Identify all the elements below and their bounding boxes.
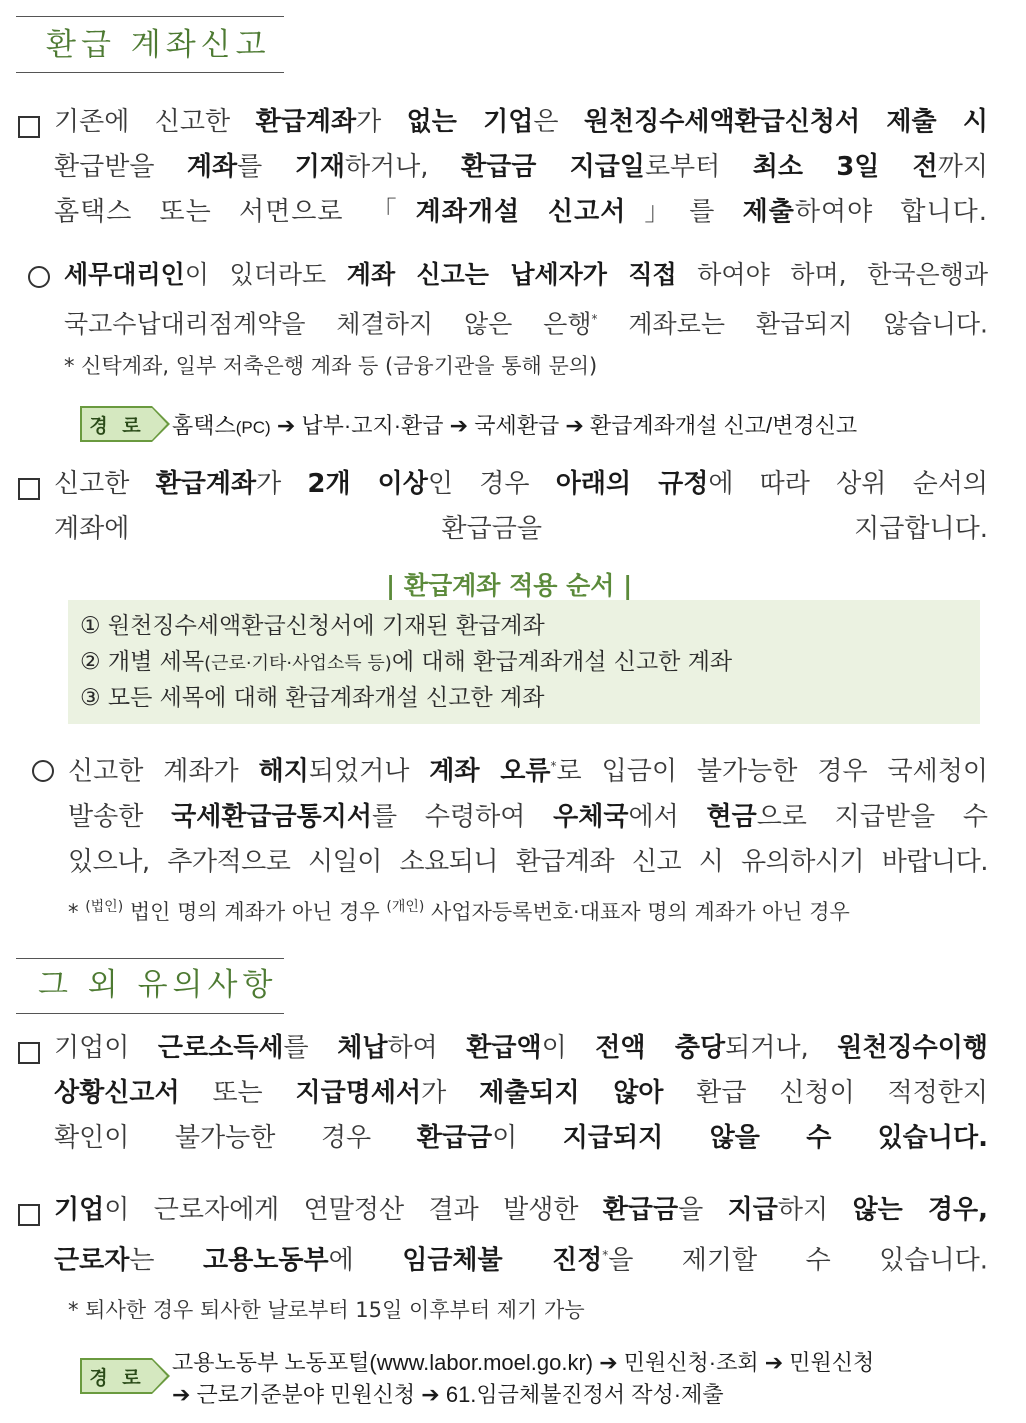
subparagraph-line-3: 있으나, 추가적으로 시일이 소요되니 환급계좌 신고 시 유의하시기 바랍니다. [68, 846, 988, 877]
paragraph-line-3: 홈택스 또는 서면으로 「계좌개설 신고서」를 제출하여야 합니다. [54, 197, 989, 227]
paragraph-line-2: 상황신고서 또는 지급명세서가 제출되지 않아 환급 신청이 적정한지 [54, 1078, 989, 1108]
paragraph-wage-arrears [54, 1188, 988, 1284]
checkbox-bullet-icon [18, 478, 40, 500]
checkbox-bullet-icon [18, 1204, 40, 1226]
section-bottom-rule [16, 1013, 284, 1014]
refund-order-box [68, 600, 980, 724]
paragraph-line-1: 기업이 근로자에게 연말정산 결과 발생한 환급금을 지급하지 않는 경우, [54, 1195, 988, 1225]
refund-order-item-1: ① 원천징수세액환급신청서에 기재된 환급계좌 [80, 613, 545, 639]
paragraph-line-3: 확인이 불가능한 경우 환급금이 지급되지 않을 수 있습니다. [54, 1123, 989, 1153]
paragraph-line-1: 기업이 근로소득세를 체납하여 환급액이 전액 충당되거나, 원천징수이행 [54, 1033, 988, 1063]
route-labor-portal-line-1: 고용노동부 노동포털(www.labor.moel.go.kr) ➔ 민원신청·조회 ➔ 민원신청 [172, 1350, 875, 1375]
section-bottom-rule [16, 72, 284, 73]
section-top-rule [16, 958, 284, 959]
paragraph-multiple-accounts [54, 462, 988, 552]
footnote-account-error: * $^{(법인)}$ 법인 명의 계좌가 아닌 경우 $^{(개인)}$ 사업자등록번호·대표자 명의 계좌가 아닌 경우 [68, 899, 850, 924]
refund-order-item-2: ② 개별 세목(근로·기타·사업소득 등)에 대해 환급계좌개설 신고한 계좌 [80, 649, 733, 675]
paragraph-refund-not-paid [54, 1026, 988, 1161]
paragraph-line-1: 신고한 환급계좌가 2개 이상인 경우 아래의 규정에 따라 상위 순서의 [54, 469, 988, 499]
refund-order-item-3: ③ 모든 세목에 대해 환급계좌개설 신고한 계좌 [80, 685, 545, 711]
paragraph-refund-account-requirement [54, 100, 988, 235]
footnote-resignation: * 퇴사한 경우 퇴사한 날로부터 15일 이후부터 제기 가능 [68, 1298, 585, 1322]
circle-bullet-icon [32, 760, 54, 782]
subparagraph-line-1: 세무대리인이 있더라도 계좌 신고는 납세자가 직접 하여야 하며, 한국은행과 [64, 260, 988, 289]
route-hometax: 홈택스(PC) ➔ 납부·고지·환급 ➔ 국세환급 ➔ 환급계좌개설 신고/변경신고 [172, 413, 858, 438]
route-tag: 경 로 [80, 406, 152, 442]
checkbox-bullet-icon [18, 116, 40, 138]
paragraph-line-2: 근로자는 고용노동부에 임금체불 진정*을 제기할 수 있습니다. [54, 1245, 988, 1276]
circle-bullet-icon [28, 266, 50, 288]
refund-order-title: | 환급계좌 적용 순서 | [386, 571, 633, 600]
route-tag: 경 로 [80, 1358, 152, 1394]
paragraph-line-2: 환급받을 계좌를 기재하거나, 환급금 지급일로부터 최소 3일 전까지 [54, 152, 988, 182]
checkbox-bullet-icon [18, 1042, 40, 1064]
section-title-other-notes: 그 외 유의사항 [38, 967, 278, 1003]
footnote-trust-accounts: * 신탁계좌, 일부 저축은행 계좌 등 (금융기관을 통해 문의) [64, 354, 598, 378]
subparagraph-line-2: 국고수납대리점계약을 체결하지 않은 은행* 계좌로는 환급되지 않습니다. [64, 309, 989, 339]
section-title-refund-account: 환급 계좌신고 [46, 27, 271, 63]
paragraph-line-1: 기존에 신고한 환급계좌가 없는 기업은 원천징수세액환급신청서 제출 시 [54, 107, 988, 137]
subparagraph-tax-agent [64, 252, 988, 346]
subparagraph-closed-account [68, 744, 988, 885]
subparagraph-line-1: 신고한 계좌가 해지되었거나 계좌 오류*로 입금이 불가능한 경우 국세청이 [68, 756, 988, 787]
subparagraph-line-2: 발송한 국세환급금통지서를 수령하여 우체국에서 현금으로 지급받을 수 [68, 801, 988, 832]
paragraph-line-2: 계좌에 환급금을 지급합니다. [54, 514, 988, 544]
section-top-rule [16, 16, 284, 17]
route-labor-portal-line-2: ➔ 근로기준분야 민원신청 ➔ 61.임금체불진정서 작성·제출 [172, 1382, 724, 1407]
